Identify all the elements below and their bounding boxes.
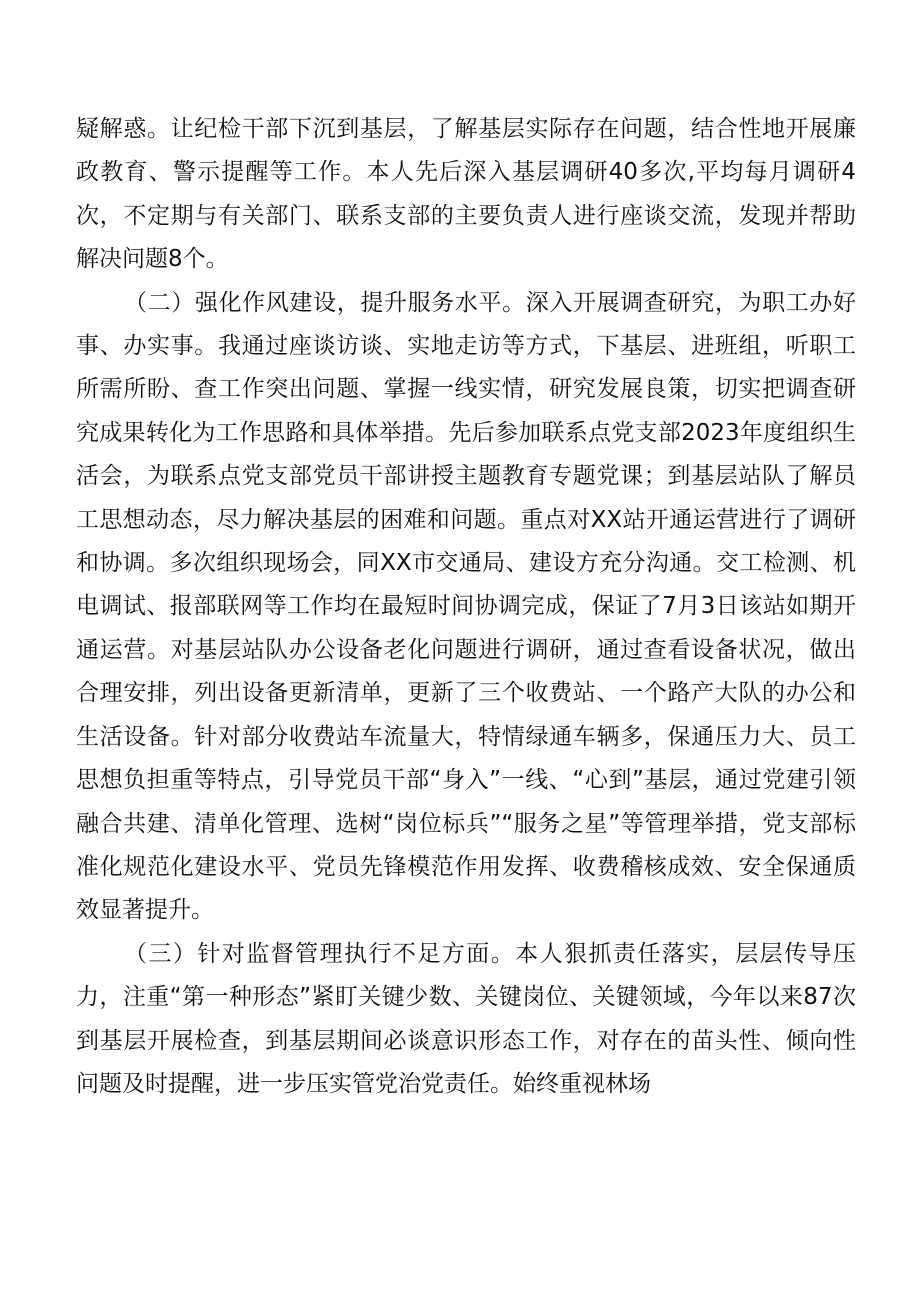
paragraph-2: （二）强化作风建设，提升服务水平。深入开展调查研究，为职工办好事、办实事。我通过座谈访谈、实地走访等方式，下基层、进班组，听职工所需所盼、查工作突出问题、掌握一线实情，研究发展良策，切实把调查研究成果转化为工作思路和具体举措。先后参加联系点党支部2023年度组织生活会，为联系点党支部党员干部讲授主题教育专题党课；到基层站队了解员工思想动态，尽力解决基层的困难和问题。重点对XX站开通运营进行了调研和协调。多次组织现场会，同XX市交通局、建设方充分沟通。交工检测、机电调试、报部联网等工作均在最短时间协调完成，保证了7月3日该站如期开通运营。对基层站队办公设备老化问题进行调研，通过查看设备状况，做出合理安排，列出设备更新清单，更新了三个收费站、一个路产大队的办公和生活设备。针对部分收费站车流量大，特情绿通车辆多，保通压力大、员工思想负担重等特点，引导党员干部“身入”一线、“心到”基层，通过党建引领融合共建、清单化管理、选树“岗位标兵”“服务之星”等管理举措，党支部标准化规范化建设水平、党员先锋模范作用发挥、收费稽核成效、安全保通质效显著提升。 xyxy=(76,289,856,924)
paragraph-1: 疑解惑。让纪检干部下沉到基层，了解基层实际存在问题，结合性地开展廉政教育、警示提醒等工作。本人先后深入基层调研40多次,平均每月调研4次，不定期与有关部门、联系支部的主要负责人进行座谈交流，发现并帮助解决问题8个。 xyxy=(76,116,856,273)
paragraph-3: （三）针对监督管理执行不足方面。本人狠抓责任落实，层层传导压力，注重“第一种形态”紧盯关键少数、关键岗位、关键领域，今年以来87次到基层开展检查，到基层期间必谈意识形态工作，对存在的苗头性、倾向性问题及时提醒，进一步压实管党治党责任。始终重视林场 xyxy=(76,940,856,1097)
document-body xyxy=(76,108,856,1106)
